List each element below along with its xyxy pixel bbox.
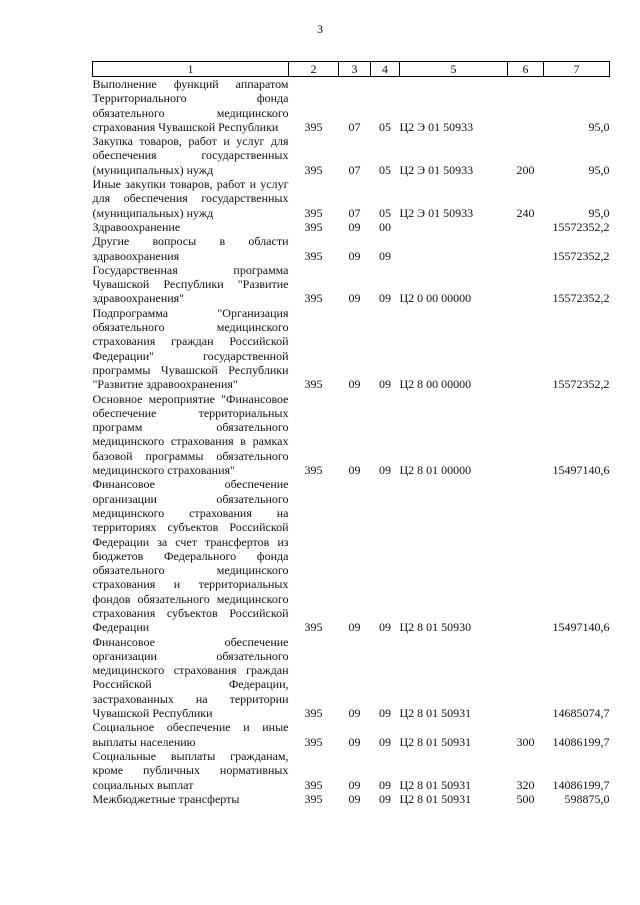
- table-row: [93, 477, 610, 634]
- section-code: 09: [348, 620, 361, 635]
- subsection-code: 09: [379, 377, 391, 392]
- subsection-code: 09: [379, 463, 391, 478]
- amount: 95,0: [588, 162, 610, 177]
- gr-code: 395: [304, 291, 323, 306]
- subsection-code: 05: [379, 205, 391, 220]
- section-code: 09: [348, 777, 361, 792]
- table-row: [93, 720, 610, 749]
- item-name: Межбюджетные трансферты: [92, 791, 240, 806]
- target-article-code: Ц2 8 01 50930: [399, 620, 472, 635]
- subsection-code: 09: [379, 777, 391, 792]
- budget-table: [92, 61, 610, 806]
- header-row: [93, 62, 610, 77]
- target-article-code: [400, 220, 508, 234]
- table-row: [93, 177, 610, 220]
- subsection-code: 00: [379, 219, 391, 234]
- gr-code: 395: [304, 734, 323, 749]
- header-cell-vr: 6: [508, 62, 544, 77]
- item-name: Закупка товаров, работ и услуг для обеспечения государственных (муниципальных) нужд: [92, 134, 289, 177]
- amount: 15572352,2: [552, 377, 610, 392]
- section-code: 09: [348, 706, 361, 721]
- expense-type-code: [508, 392, 544, 478]
- item-name: Другие вопросы в области здравоохранения: [92, 234, 289, 263]
- target-article-code: [400, 234, 508, 263]
- header-cell-csr: 5: [400, 62, 508, 77]
- amount: 15497140,6: [552, 463, 610, 478]
- expense-type-code: 200: [516, 162, 535, 177]
- subsection-code: 05: [379, 119, 391, 134]
- expense-type-code: [508, 477, 544, 634]
- section-code: 09: [348, 291, 361, 306]
- section-code: 09: [348, 463, 361, 478]
- amount: 15497140,6: [552, 620, 610, 635]
- expense-type-code: [508, 306, 544, 392]
- gr-code: 395: [304, 248, 323, 263]
- expense-type-code: 500: [516, 791, 535, 806]
- amount: 15572352,2: [552, 219, 610, 234]
- target-article-code: Ц2 8 01 00000: [399, 463, 472, 478]
- expense-type-code: 320: [516, 777, 535, 792]
- page-number: 3: [317, 22, 323, 36]
- item-name: Финансовое обеспечение организации обязательного медицинского страхования на территориях субъектов Российской Федерации за счет трансфертов из бюджетов Федерального фонда обязательного медицинского страхования и территориальных фондов обязательного медицинского страхования субъектов Российской Федерации: [92, 477, 289, 635]
- header-cell-rz: 3: [339, 62, 371, 77]
- target-article-code: Ц2 Э 01 50933: [399, 119, 474, 134]
- section-code: 09: [348, 734, 361, 749]
- expense-type-code: [508, 220, 544, 234]
- table-row: [93, 77, 610, 135]
- item-name: Социальные выплаты гражданам, кроме публичных нормативных социальных выплат: [92, 748, 289, 792]
- amount: 14086199,7: [552, 777, 610, 792]
- subsection-code: 09: [379, 248, 391, 263]
- section-code: 07: [348, 205, 361, 220]
- item-name: Здравоохранение: [92, 219, 181, 234]
- subsection-code: 09: [379, 791, 391, 806]
- expense-type-code: [508, 263, 544, 306]
- target-article-code: Ц2 8 00 00000: [399, 377, 472, 392]
- target-article-code: Ц2 8 01 50931: [399, 706, 472, 721]
- amount: 14086199,7: [552, 734, 610, 749]
- header-cell-sum: 7: [544, 62, 610, 77]
- gr-code: 395: [304, 777, 323, 792]
- expense-type-code: [508, 635, 544, 721]
- gr-code: 395: [304, 119, 323, 134]
- item-name: Подпрограмма "Организация обязательного медицинского страхования граждан Российской Федерации" государственной программы Чувашской Республики "Развитие здравоохранения": [92, 305, 289, 392]
- header-cell-name: 1: [93, 62, 289, 77]
- section-code: 09: [348, 219, 361, 234]
- table-row: [93, 392, 610, 478]
- item-name: Социальное обеспечение и иные выплаты населению: [92, 720, 289, 749]
- amount: 95,0: [588, 205, 610, 220]
- subsection-code: 09: [379, 291, 391, 306]
- target-article-code: Ц2 Э 01 50933: [399, 162, 474, 177]
- table-row: [93, 263, 610, 306]
- table-row: [93, 234, 610, 263]
- table-row: [93, 220, 610, 234]
- target-article-code: Ц2 8 01 50931: [399, 791, 472, 806]
- table-row: [93, 635, 610, 721]
- section-code: 07: [348, 119, 361, 134]
- header-cell-gr: 2: [289, 62, 339, 77]
- header-cell-pr: 4: [371, 62, 400, 77]
- section-code: 07: [348, 162, 361, 177]
- target-article-code: Ц2 Э 01 50933: [399, 205, 474, 220]
- item-name: Выполнение функций аппаратом Территориального фонда обязательного медицинского страхования Чувашской Республики: [92, 77, 289, 134]
- subsection-code: 05: [379, 162, 391, 177]
- amount: 15572352,2: [552, 291, 610, 306]
- table-row: [93, 134, 610, 177]
- amount: 598875,0: [564, 791, 610, 806]
- section-code: 09: [348, 248, 361, 263]
- item-name: Иные закупки товаров, работ и услуг для обеспечения государственных (муниципальных) нужд: [92, 177, 289, 220]
- gr-code: 395: [304, 706, 323, 721]
- table-row: [93, 792, 610, 806]
- gr-code: 395: [304, 205, 323, 220]
- section-code: 09: [348, 791, 361, 806]
- item-name: Государственная программа Чувашской Республики "Развитие здравоохранения": [92, 262, 289, 306]
- gr-code: 395: [304, 620, 323, 635]
- gr-code: 395: [304, 219, 323, 234]
- gr-code: 395: [304, 791, 323, 806]
- gr-code: 395: [304, 463, 323, 478]
- item-name: Основное мероприятие "Финансовое обеспечение территориальных программ обязательного медицинского страхования в рамках базовой программы обязательного медицинского страхования": [92, 391, 289, 478]
- expense-type-code: 240: [516, 205, 535, 220]
- subsection-code: 09: [379, 734, 391, 749]
- target-article-code: Ц2 8 01 50931: [399, 734, 472, 749]
- gr-code: 395: [304, 162, 323, 177]
- amount: 15572352,2: [552, 248, 610, 263]
- subsection-code: 09: [379, 706, 391, 721]
- expense-type-code: 300: [516, 734, 535, 749]
- table-row: [93, 306, 610, 392]
- expense-type-code: [508, 234, 544, 263]
- gr-code: 395: [304, 377, 323, 392]
- target-article-code: Ц2 8 01 50931: [399, 777, 472, 792]
- table-row: [93, 749, 610, 792]
- amount: 14685074,7: [552, 706, 610, 721]
- amount: 95,0: [588, 119, 610, 134]
- expense-type-code: [508, 77, 544, 135]
- target-article-code: Ц2 0 00 00000: [399, 291, 472, 306]
- item-name: Финансовое обеспечение организации обязательного медицинского страхования граждан Российской Федерации, застрахованных на территории Чувашской Республики: [92, 634, 289, 721]
- subsection-code: 09: [379, 620, 391, 635]
- section-code: 09: [348, 377, 361, 392]
